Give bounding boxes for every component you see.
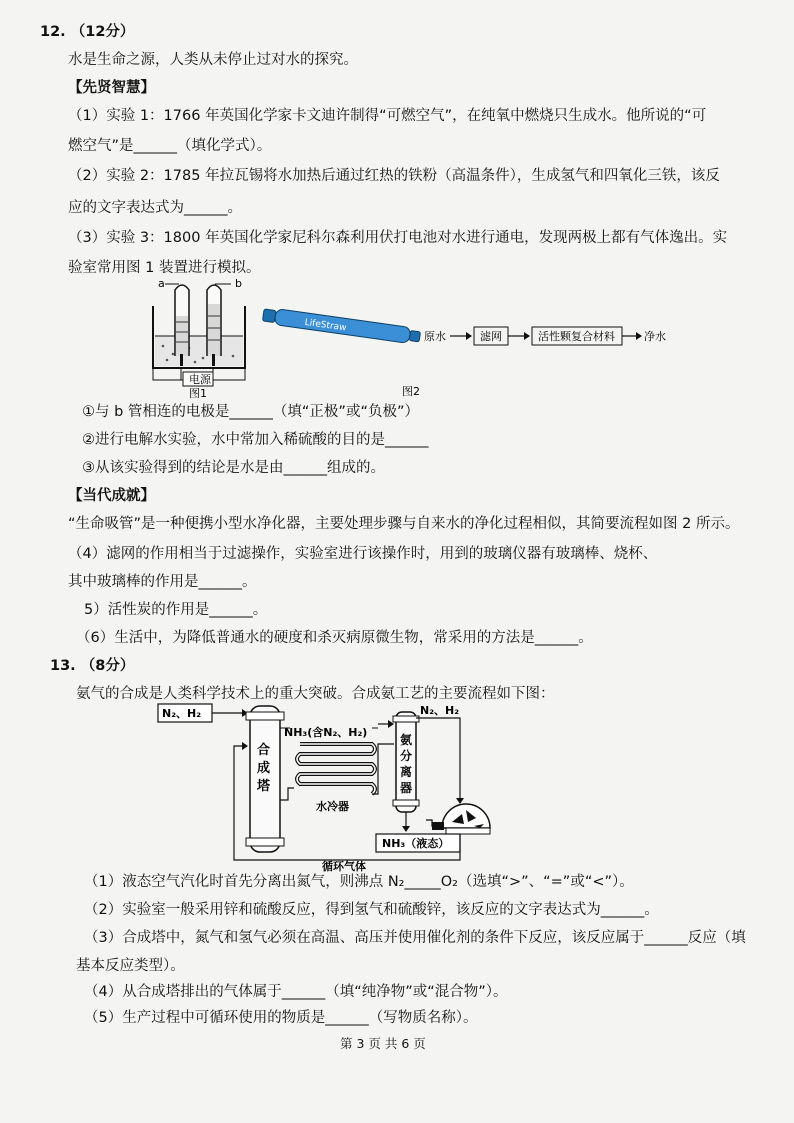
q12-part1-line2: 燃空气”是______（填化学式）。	[68, 138, 272, 154]
tower-char-1: 合	[257, 743, 271, 758]
tower-char-2: 成	[257, 761, 271, 776]
figure-1-electrolysis	[145, 276, 255, 398]
q12-part6: （6）生活中，为降低普通水的硬度和杀灭病原微生物，常采用的方法是______。	[76, 630, 593, 646]
q12-part3-line1: （3）实验 3：1800 年英国化学家尼科尔森利用伏打电池对水进行通电，发现两极上都有气体逸出。实	[68, 230, 728, 246]
q13-part3-line2: 基本反应类型）。	[76, 958, 185, 974]
power-source-label: 电源	[189, 373, 211, 386]
inlet-n2-h2-label: N₂、H₂	[162, 707, 202, 720]
q12-part5: 5）活性炭的作用是______。	[84, 602, 268, 618]
figure-2-caption: 图2	[402, 385, 420, 398]
q12-part4-line2: 其中玻璃棒的作用是______。	[68, 574, 257, 590]
recycle-gas-label: 循环气体	[322, 860, 366, 872]
tube-a-label: a	[158, 277, 165, 290]
flow-step-raw-water: 原水	[424, 330, 446, 343]
tower-char-3: 塔	[257, 779, 271, 794]
lifestraw-brand-label: LifeStraw	[303, 317, 347, 334]
q13-intro: 氨气的合成是人类科学技术上的重大突破。合成氨工艺的主要流程如下图：	[76, 686, 555, 702]
q12-header: 12. （12分）	[40, 24, 135, 40]
section-heading-achievements: 【当代成就】	[68, 488, 155, 504]
liquid-ammonia-label: NH₃（液态）	[382, 837, 450, 850]
q12-part1-line1: （1）实验 1：1766 年英国化学家卡文迪许制得“可燃空气”，在纯氧中燃烧只生成水。他所说的“可	[68, 108, 707, 124]
q12-sub3: ③从该实验得到的结论是水是由______组成的。	[82, 460, 385, 476]
q13-header: 13. （8分）	[50, 658, 135, 674]
q13-part3-line1: （3）合成塔中，氮气和氢气必须在高温、高压并使用催化剂的条件下反应，该反应属于______反应（填	[84, 930, 746, 946]
q12-lifestraw-paragraph: “生命吸管”是一种便携小型水净化器，主要处理步骤与自来水的净化过程相似，其简要流程如图 2 所示。	[68, 516, 740, 532]
flow-step-filter: 滤网	[480, 330, 502, 343]
product-gas-label: NH₃(含N₂、H₂)	[284, 726, 368, 739]
recycle-n2-h2-label: N₂、H₂	[420, 704, 460, 717]
q13-part2: （2）实验室一般采用锌和硫酸反应，得到氢气和硫酸锌，该反应的文字表达式为______。	[84, 902, 659, 918]
figure-2-lifestraw	[262, 300, 672, 400]
flow-step-clean-water: 净水	[644, 330, 666, 343]
q12-part4-line1: （4）滤网的作用相当于过滤操作，实验室进行该操作时，用到的玻璃仪器有玻璃棒、烧杯、	[68, 546, 658, 562]
q12-sub2: ②进行电解水实验，水中常加入稀硫酸的目的是______	[82, 432, 429, 448]
page-footer: 第 3 页 共 6 页	[340, 1036, 426, 1051]
q12-part2-line1: （2）实验 2：1785 年拉瓦锡将水加热后通过红热的铁粉（高温条件），生成氢气和四氧化三铁，该反	[68, 168, 720, 184]
water-cooler-label: 水冷器	[316, 800, 349, 813]
q13-part5: （5）生产过程中可循环使用的物质是______（写物质名称）。	[84, 1010, 478, 1026]
q13-part1: （1）液态空气汽化时首先分离出氮气，则沸点 N₂_____O₂（选填“>”、“=”或“<”）。	[84, 874, 634, 890]
q13-part4: （4）从合成塔排出的气体属于______（填“纯净物”或“混合物”）。	[84, 984, 508, 1000]
separator-char-2: 分	[400, 749, 413, 763]
section-heading-sages: 【先贤智慧】	[68, 80, 155, 96]
separator-char-1: 氨	[400, 733, 413, 747]
q12-part3-line2: 验室常用图 1 装置进行模拟。	[68, 260, 261, 276]
separator-char-4: 器	[400, 781, 413, 795]
tube-b-label: b	[235, 277, 242, 290]
q12-part2-line2: 应的文字表达式为______。	[68, 200, 242, 216]
flow-step-activated-carbon: 活性颗复合材料	[538, 330, 615, 343]
separator-char-3: 离	[400, 765, 413, 779]
figure-ammonia-synthesis	[150, 700, 530, 872]
q12-intro: 水是生命之源，人类从未停止过对水的探究。	[68, 52, 358, 68]
figure-1-caption: 图1	[189, 387, 207, 398]
q12-sub1: ①与 b 管相连的电极是______（填“正极”或“负极”）	[82, 404, 419, 420]
